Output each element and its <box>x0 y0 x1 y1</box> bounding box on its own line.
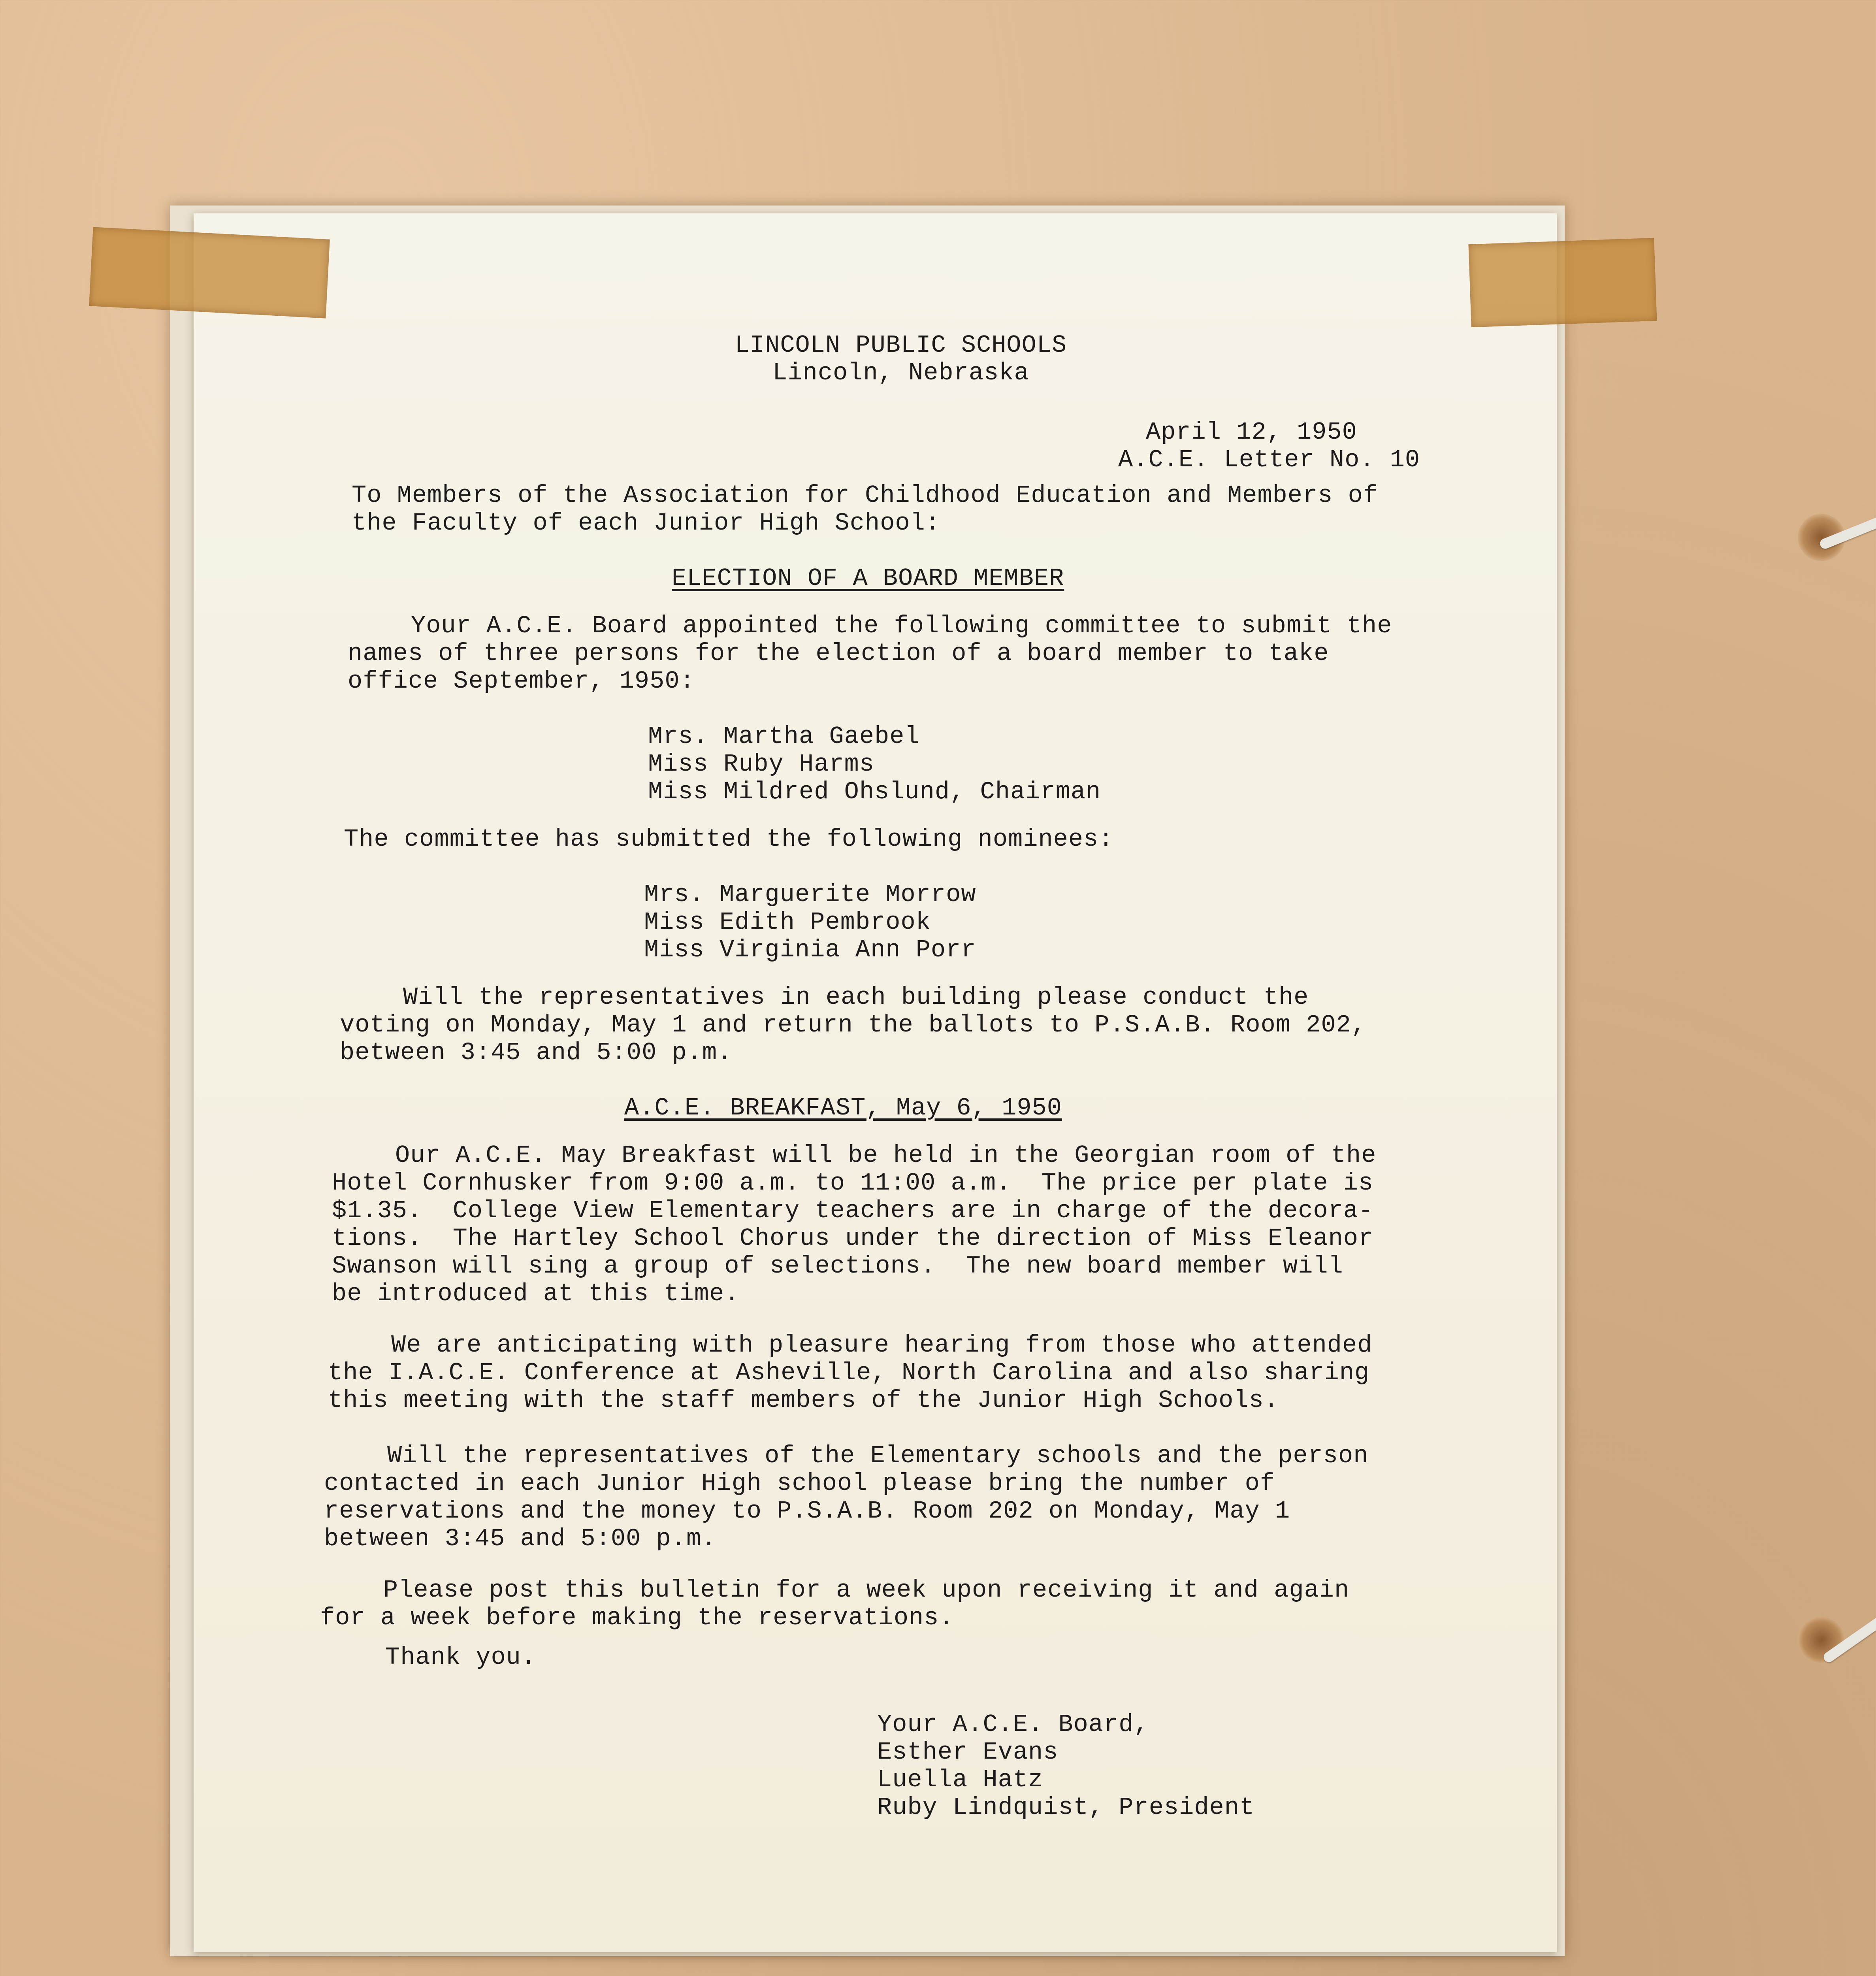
salutation-line: To Members of the Association for Childhood Education and Members of <box>352 481 1379 509</box>
breakfast-heading: A.C.E. BREAKFAST, May 6, 1950 <box>624 1094 1062 1122</box>
election-intro-line: names of three persons for the election of a board member to take <box>348 639 1329 667</box>
nominee: Miss Edith Pembrook <box>644 908 931 936</box>
election-heading: ELECTION OF A BOARD MEMBER <box>672 564 1064 592</box>
breakfast-line: Swanson will sing a group of selections. The new board member will <box>332 1252 1343 1280</box>
letter-sheet <box>194 213 1557 1952</box>
committee-member: Miss Mildred Ohslund, Chairman <box>648 778 1101 806</box>
letter-date: April 12, 1950 <box>1146 418 1357 446</box>
voting-line: between 3:45 and 5:00 p.m. <box>340 1039 733 1067</box>
letter-number: A.C.E. Letter No. 10 <box>1118 446 1420 474</box>
signature-line: Your A.C.E. Board, <box>877 1710 1149 1738</box>
breakfast-line: contacted in each Junior High school please bring the number of <box>324 1469 1275 1497</box>
nominees-intro: The committee has submitted the following nominees: <box>344 825 1114 853</box>
breakfast-line: between 3:45 and 5:00 p.m. <box>324 1525 717 1553</box>
committee-member: Miss Ruby Harms <box>648 750 875 778</box>
closing: Thank you. <box>385 1643 537 1671</box>
signature-line: Esther Evans <box>877 1738 1059 1766</box>
nominee: Mrs. Marguerite Morrow <box>644 881 976 909</box>
letterhead-location: Lincoln, Nebraska <box>772 359 1029 387</box>
breakfast-line: Our A.C.E. May Breakfast will be held in the Georgian room of the <box>395 1141 1377 1169</box>
breakfast-line: this meeting with the staff members of the Junior High Schools. <box>328 1386 1279 1414</box>
nominee: Miss Virginia Ann Porr <box>644 936 976 964</box>
breakfast-line: Please post this bulletin for a week upon receiving it and again <box>383 1576 1350 1604</box>
voting-line: Will the representatives in each building please conduct the <box>403 983 1309 1011</box>
breakfast-line: We are anticipating with pleasure hearing from those who attended <box>391 1331 1373 1359</box>
breakfast-line: tions. The Hartley School Chorus under the direction of Miss Eleanor <box>332 1224 1374 1252</box>
signature-line: Ruby Lindquist, President <box>877 1793 1255 1821</box>
breakfast-line: be introduced at this time. <box>332 1280 740 1308</box>
breakfast-line: $1.35. College View Elementary teachers are in charge of the decora- <box>332 1197 1374 1225</box>
breakfast-line: the I.A.C.E. Conference at Asheville, North Carolina and also sharing <box>328 1359 1370 1387</box>
breakfast-line: Will the representatives of the Elementary schools and the person <box>387 1442 1369 1470</box>
letterhead-organization: LINCOLN PUBLIC SCHOOLS <box>735 331 1067 359</box>
tape-right <box>1468 238 1657 327</box>
salutation-line: the Faculty of each Junior High School: <box>352 509 941 537</box>
signature-line: Luella Hatz <box>877 1766 1043 1794</box>
breakfast-line: Hotel Cornhusker from 9:00 a.m. to 11:00 a.m. The price per plate is <box>332 1169 1374 1197</box>
voting-line: voting on Monday, May 1 and return the ballots to P.S.A.B. Room 202, <box>340 1011 1367 1039</box>
committee-member: Mrs. Martha Gaebel <box>648 722 920 750</box>
breakfast-line: reservations and the money to P.S.A.B. Room 202 on Monday, May 1 <box>324 1497 1290 1525</box>
breakfast-line: for a week before making the reservations. <box>320 1604 954 1632</box>
election-intro-line: office September, 1950: <box>348 667 695 695</box>
tape-left <box>89 227 330 318</box>
election-intro-line: Your A.C.E. Board appointed the following committee to submit the <box>411 612 1392 640</box>
